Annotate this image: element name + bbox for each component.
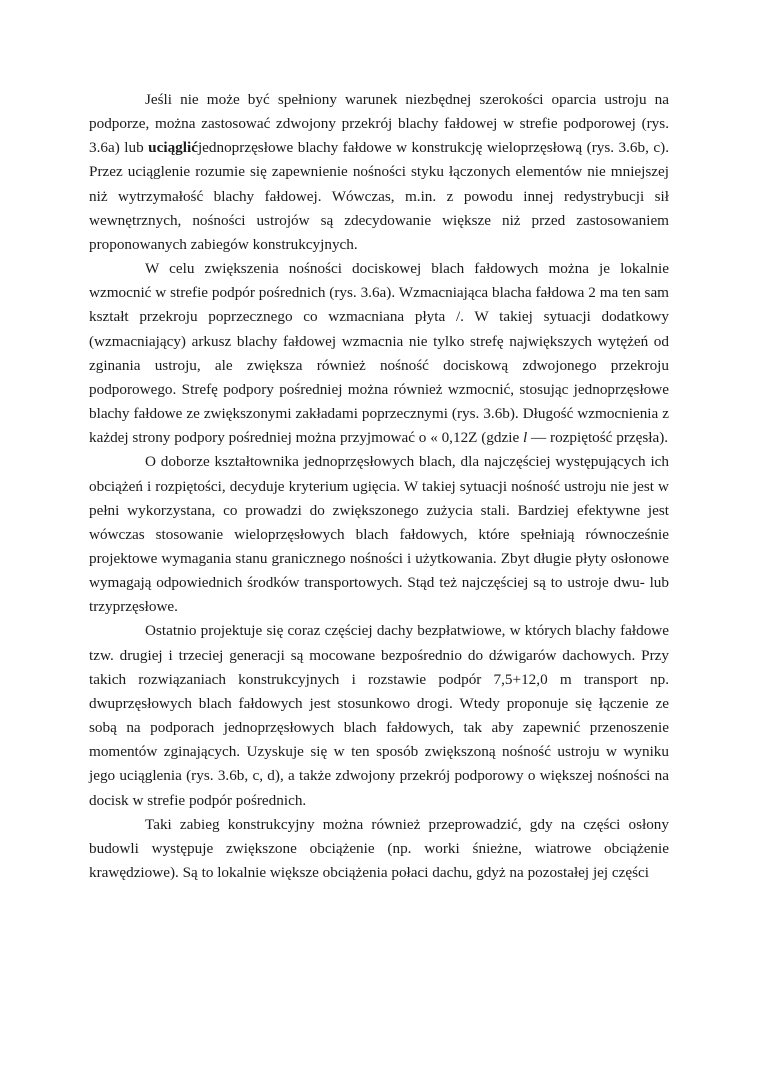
paragraph-5: Taki zabieg konstrukcyjny można również przeprowadzić, gdy na części osłony budowli występuje zwiększone obciążenie (np. worki śnieżne, wiatrowe obciążenie krawędziowe). Są to lokalnie większe obciążenia połaci dachu, gdyż na pozostałej jej części <box>89 815 669 881</box>
paragraph-1-bold-term: uciąglić <box>148 139 198 157</box>
paragraph-2-text-a: W celu zwiększenia nośności dociskowej blach fałdowych można je lokalnie wzmocnić w strefie podpór pośrednich (rys. 3.6a). Wzmacniająca blacha fałdowa 2 ma ten sam kształt przekroju poprzecznego co wzmacniana płyta /. W takiej sytuacji dodatkowy (wzmacniający) arkusz blachy fałdowej wzmacnia nie tylko strefę największych wytężeń od zginania ustroju, ale zwiększa również nośność dociskową zdwojonego przekroju podporowego. Strefę podpory pośredniej można również wzmocnić, stosując jednoprzęsłowe blachy fałdowe ze zwiększonymi zakładami poprzecznymi (rys. 3.6b). Długość wzmocnienia z każdej strony podpory pośredniej można przyjmować o « 0,12Z (gdzie <box>89 260 669 447</box>
paragraph-1-text-b: jednoprzęsłowe blachy fałdowe w konstrukcję wieloprzęsłową (rys. 3.6b, c). Przez uciąglenie rozumie się zapewnienie nośności styku łączonych elementów nie mniejszej niż wytrzymałość blachy fałdowej. Wówczas, m.in. z powodu innej redystrybucji sił wewnętrznych, nośności ustrojów są zdecydowanie większe niż przed zastosowaniem proponowanych zabiegów konstrukcyjnych. <box>89 139 669 253</box>
paragraph-1-text-a: Jeśli nie może być spełniony warunek niezbędnej szerokości oparcia ustroju na podporze, można zastosować zdwojony przekrój blachy fałdowej w strefie podporowej (rys. 3.6a) lub <box>89 91 669 157</box>
paragraph-2-italic-symbol: l <box>523 429 528 447</box>
paragraph-1 <box>89 88 669 257</box>
paragraph-2-text-b: — rozpiętość przęsła). <box>527 429 669 447</box>
paragraph-3: O doborze kształtownika jednoprzęsłowych blach, dla najczęściej występujących ich obciążeń i rozpiętości, decyduje kryterium ugięcia. W takiej sytuacji nośność ustroju nie jest w pełni wykorzystana, co prowadzi do zwiększonego zużycia stali. Bardziej efektywne jest wówczas stosowanie wieloprzęsłowych blach fałdowych, które spełniają równocześnie projektowe wymagania stanu granicznego nośności i użytkowania. Zbyt długie płyty osłonowe wymagają odpowiednich środków transportowych. Stąd też najczęściej są to ustroje dwu- lub trzyprzęsłowe. <box>89 453 669 616</box>
paragraph-2 <box>89 257 669 450</box>
body-text <box>89 88 669 885</box>
paragraph-4: Ostatnio projektuje się coraz częściej dachy bezpłatwiowe, w których blachy fałdowe tzw. drugiej i trzeciej generacji są mocowane bezpośrednio do dźwigarów dachowych. Przy takich rozwiązaniach konstrukcyjnych i rozstawie podpór 7,5+12,0 m transport np. dwuprzęsłowych blach fałdowych jest stosunkowo drogi. Wtedy proponuje się łączenie ze sobą na podporach jednoprzęsłowych blach fałdowych, tak aby zapewnić przenoszenie momentów zginających. Uzyskuje się w ten sposób zwiększoną nośność ustroju w wyniku jego uciąglenia (rys. 3.6b, c, d), a także zdwojony przekrój podporowy o większej nośności na docisk w strefie podpór pośrednich. <box>89 622 669 809</box>
